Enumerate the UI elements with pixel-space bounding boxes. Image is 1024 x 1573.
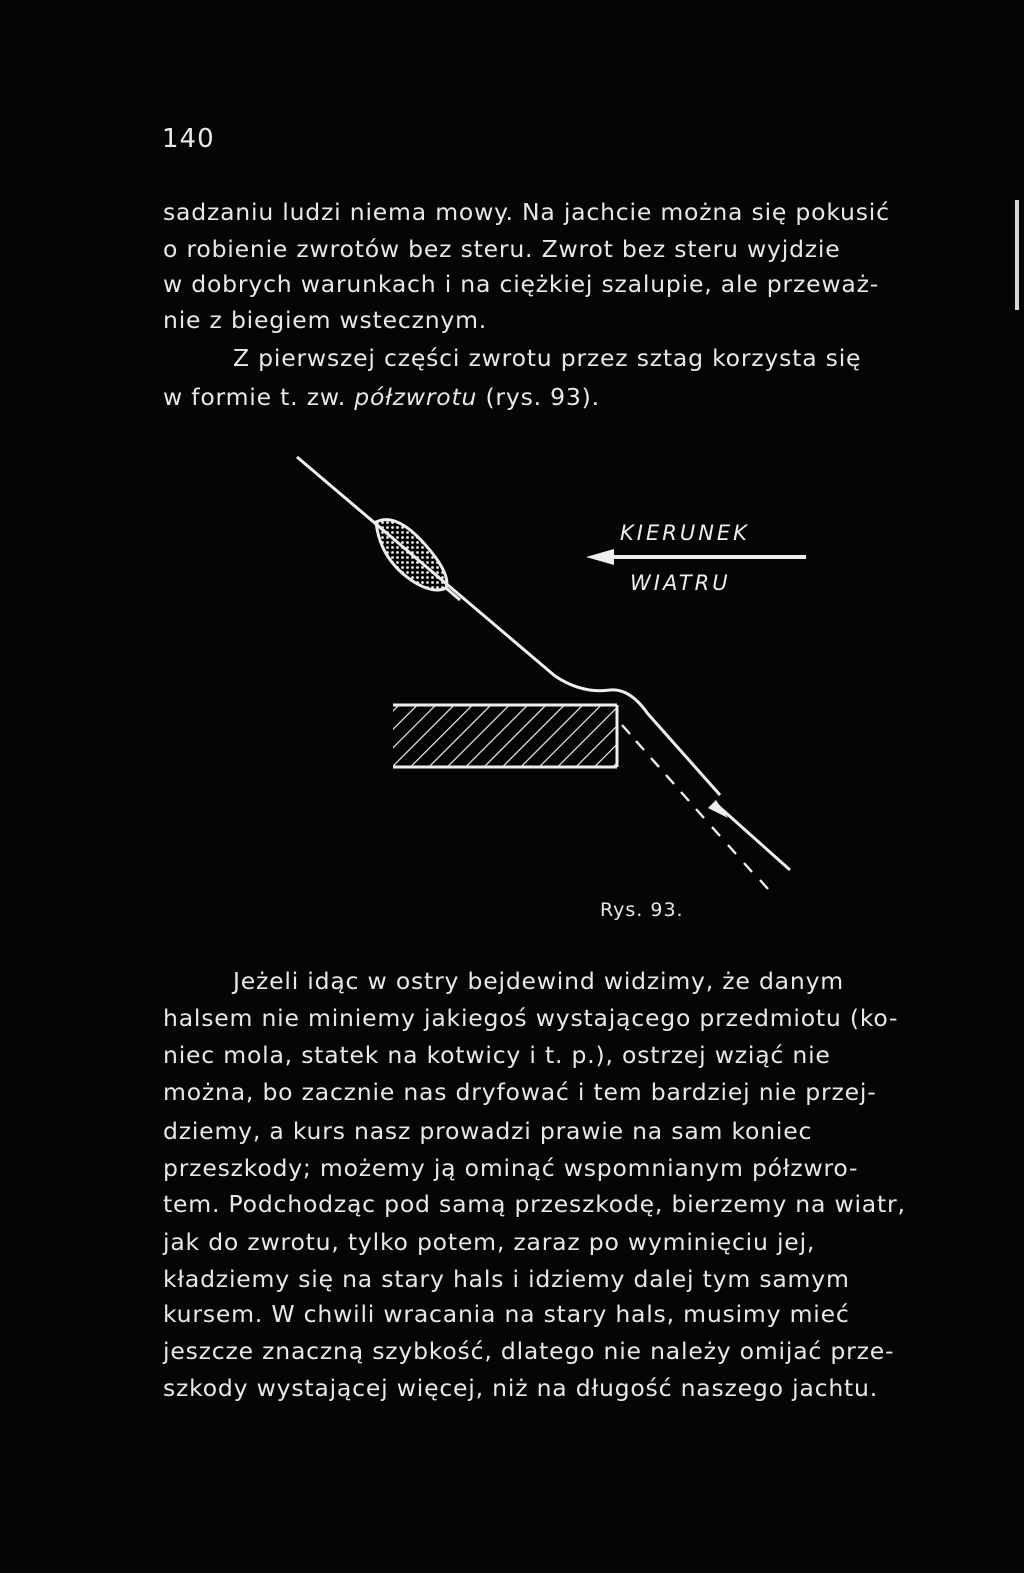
text-line: sadzaniu ludzi niema mowy. Na jachcie można się pokusić <box>163 198 890 226</box>
wind-label-line-1: KIERUNEK <box>620 521 750 545</box>
figure-caption: Rys. 93. <box>600 899 684 921</box>
text-line: kursem. W chwili wracania na stary hals, musimy mieć <box>163 1300 850 1328</box>
wind-label-line-2: WIATRU <box>630 571 731 595</box>
yacht-start-icon <box>376 520 460 600</box>
text-line: nie z biegiem wstecznym. <box>163 306 488 334</box>
wind-direction-arrow-icon <box>586 549 806 565</box>
text-line: o robienie zwrotów bez steru. Zwrot bez steru wyjdzie <box>163 235 841 263</box>
course-dashed-line <box>622 725 768 889</box>
text-line: dziemy, a kurs nasz prowadzi prawie na sam koniec <box>163 1117 813 1145</box>
obstacle-pier <box>393 705 617 767</box>
text-line: Jeżeli idąc w ostry bejdewind widzimy, że danym <box>233 967 844 995</box>
text-line: przeszkody; możemy ją ominąć wspomnianym półzwro- <box>163 1154 859 1182</box>
italic-term: półzwrotu <box>354 383 478 411</box>
text-line: niec mola, statek na kotwicy i t. p.), ostrzej wziąć nie <box>163 1041 831 1069</box>
text-line: można, bo zacznie nas dryfować i tem bardziej nie przej- <box>163 1078 877 1106</box>
text-line: szkody wystającej więcej, niż na długość naszego jachtu. <box>163 1374 878 1402</box>
text-line: jak do zwrotu, tylko potem, zaraz po wyminięciu jej, <box>163 1228 816 1256</box>
text-line: w dobrych warunkach i na ciężkiej szalupie, ale przeważ- <box>163 270 880 298</box>
text-run: (rys. 93). <box>477 383 600 411</box>
text-line: halsem nie miniemy jakiegoś wystającego przedmiotu (ko- <box>163 1004 899 1032</box>
text-line: kładziemy się na stary hals i idziemy dalej tym samym <box>163 1265 850 1293</box>
text-line: tem. Podchodząc pod samą przeszkodę, bierzemy na wiatr, <box>163 1190 906 1218</box>
page-number: 140 <box>162 124 215 154</box>
text-line: Z pierwszej części zwrotu przez sztag korzysta się <box>233 344 862 372</box>
text-line: jeszcze znaczną szybkość, dlatego nie należy omijać prze- <box>163 1337 895 1365</box>
text-run: w formie t. zw. <box>163 383 355 411</box>
